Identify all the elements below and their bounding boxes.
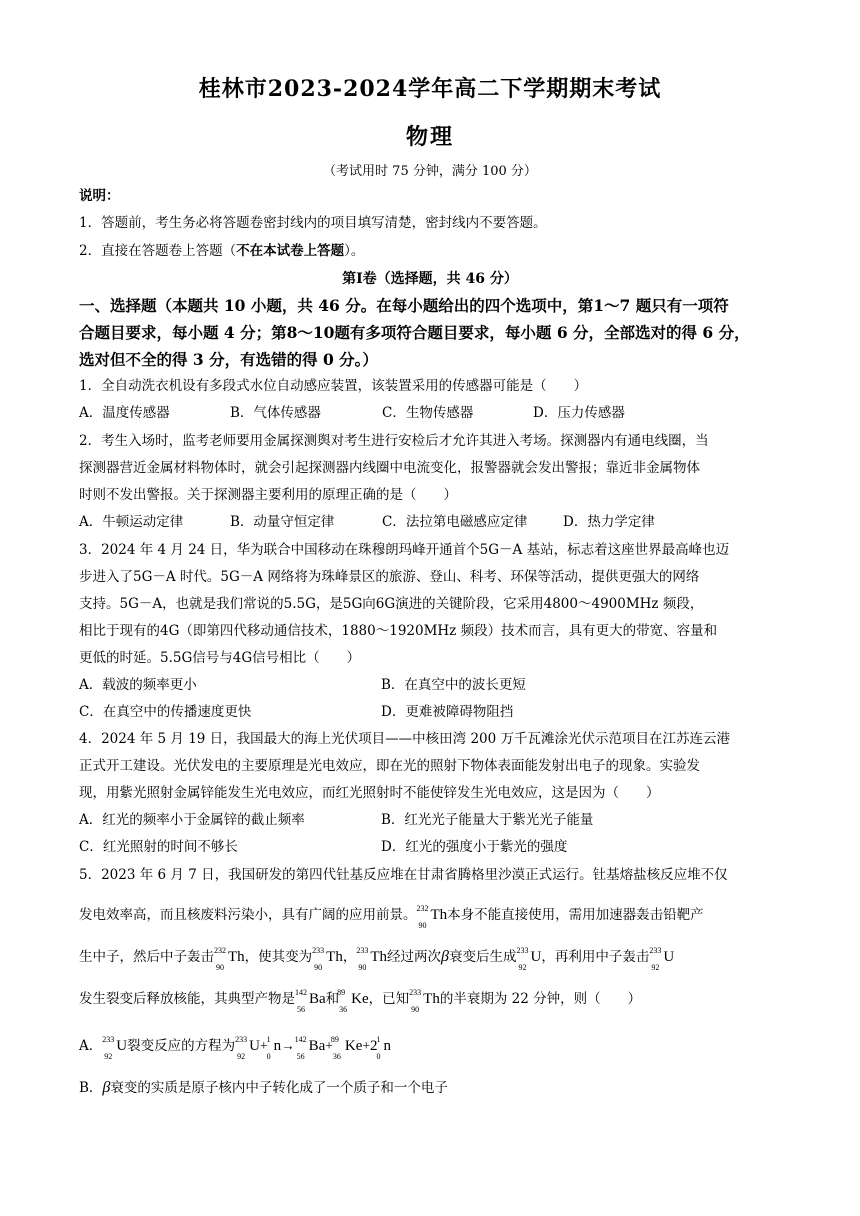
q5-line-3-d: 经过两次: [387, 949, 442, 965]
q5-line-2-post: 本身不能直接使用，需用加速器轰击铅靶产: [447, 907, 704, 923]
eq-arrow: →: [281, 1038, 295, 1053]
q5-line-4-c: 的半衰期为 22 分钟，则（ ）: [439, 991, 642, 1007]
q3-line-4: 相比于现有的4G（即第四代移动通信技术，1880～1920MHz 频段）技术而言，具有更大的带宽、容量和: [79, 623, 718, 639]
q4-option-a: A．红光的频率小于金属锌的截止频率: [79, 812, 305, 828]
q5-line-4-a: 发生裂变后释放核能，其典型产物是: [79, 991, 295, 1007]
q3-option-b: B．在真空中的波长更短: [381, 677, 526, 693]
q5-line-4-and: 和: [325, 991, 340, 1007]
q1-option-b: B．气体传感器: [230, 405, 321, 421]
nuclide-u233: 233 92 U: [516, 946, 542, 972]
q4-option-c: C．红光照射的时间不够长: [79, 839, 238, 855]
q2-line-2: 探测器营近金属材料物体时，就会引起探测器内线圈中电流变化，报警器就会发出警报；靠近非金属物体: [79, 460, 700, 476]
eq-coefficient: 2: [369, 1038, 378, 1054]
exam-title: 桂林市2023-2024学年高二下学期期末考试: [198, 76, 662, 102]
q5-line-3: [79, 946, 787, 972]
q5-line-2: [79, 904, 787, 930]
q1-option-d: D．压力传感器: [533, 405, 625, 421]
q5-line-3-c: ，: [342, 949, 357, 965]
q3-option-d: D．更难被障碍物阻挡: [381, 704, 514, 720]
nuclide-u233: 233 92 U: [649, 946, 675, 972]
q2-line-1: 2．考生入场时，监考老师要用金属探测舆对考生进行安检后才允许其进入考场。探测器内有通电线圈，当: [79, 433, 709, 449]
instruction-item-2-prefix: 2．直接在答题卷上答题（: [79, 243, 237, 259]
q5-line-4-b: ，已知: [368, 991, 410, 1007]
q2-option-a: A．牛顿运动定律: [79, 514, 184, 530]
q3-option-c: C．在真空中的传播速度更快: [79, 704, 252, 720]
q2-option-b: B．动量守恒定律: [230, 514, 335, 530]
nuclide-ba142: 142 56 Ba: [294, 1035, 326, 1061]
nuclide-th233: 233 90 Th: [356, 946, 388, 972]
nuclide-ba142: 142 56 Ba: [295, 988, 326, 1014]
nuclide-n1: 1 0 n: [376, 1035, 391, 1061]
q1-option-c: C．生物传感器: [382, 405, 474, 421]
nuclide-th232: 232 90 Th: [214, 946, 245, 972]
q1-stem: 1．全自动洗衣机设有多段式水位自动感应装置，该装置采用的传感器可能是（ ）: [79, 378, 588, 394]
q5-line-3-f: ，再利用中子轰击: [541, 949, 650, 965]
part-heading-line-3: 选对但不全的得 3 分，有选错的得 0 分。）: [79, 350, 378, 369]
q4-line-2: 正式开工建设。光伏发电的主要原理是光电效应，即在光的照射下物体表面能发射出电子的现象。实验发: [79, 758, 700, 774]
part-heading-line-2: 合题目要求，每小题 4 分；第8～10题有多项符合题目要求，每小题 6 分，全部选对的得 6 分，: [79, 323, 750, 342]
eq-plus-1: +: [259, 1038, 268, 1053]
instruction-item-2-suffix: ）。: [344, 243, 365, 259]
q5-option-b-text: 衰变的实质是原子核内中子转化成了一个质子和一个电子: [110, 1080, 448, 1096]
instruction-item-1: 1．答题前，考生务必将答题卷密封线内的项目填写清楚，密封线内不要答题。: [79, 215, 547, 231]
q4-line-3: 现，用紫光照射金属锌能发生光电效应，而红光照射时不能使锌发生光电效应，这是因为（ ）: [79, 785, 660, 801]
beta-symbol: β: [102, 1079, 111, 1096]
q5-option-a-label: A．: [79, 1038, 103, 1054]
q5-option-b: [79, 1078, 787, 1098]
eq-plus-3: +: [362, 1038, 370, 1053]
part-heading-line-1: 一、选择题（本题共 10 小题，共 46 分。在每小题给出的四个选项中，第1～7 题只有一项符: [79, 296, 729, 315]
nuclide-u233: 233 92 U: [102, 1035, 128, 1061]
instructions-label: 说明：: [79, 188, 120, 204]
q3-option-a: A．载波的频率更小: [79, 677, 197, 693]
q4-option-b: B．红光光子能量大于紫光光子能量: [381, 812, 594, 828]
q3-line-2: 步进入了5G－A 时代。5G－A 网络将为珠峰景区的旅游、登山、科考、环保等活动，提供更强大的网络: [79, 569, 700, 585]
nuclide-u233: 233 92 U: [235, 1035, 260, 1061]
q5-line-3-e: 衰变后生成: [448, 949, 517, 965]
subject-title: 物理: [405, 124, 454, 150]
nuclide-th232: 232 90 Th: [416, 904, 448, 930]
instruction-item-2-bold: 不在本试卷上答题: [236, 243, 345, 259]
q5-line-3-b: ，使其变为: [244, 949, 313, 965]
q5-line-2-pre: 发电效率高，而且核废料污染小，具有广阔的应用前景。: [79, 907, 417, 923]
q1-option-a: A．温度传感器: [79, 405, 170, 421]
q3-line-1: 3．2024 年 4 月 24 日，华为联合中国移动在珠穆朗玛峰开通首个5G－A 基站，标志着这座世界最高峰也迈: [79, 542, 730, 558]
q5-option-b-label: B．: [79, 1080, 103, 1096]
q5-option-a-text: 裂变反应的方程为: [127, 1038, 236, 1054]
nuclide-n1: 1 0 n: [266, 1035, 282, 1061]
nuclide-th233: 233 90 Th: [312, 946, 343, 972]
q3-line-5: 更低的时延。5.5G信号与4G信号相比（ ）: [79, 650, 361, 666]
q4-line-1: 4．2024 年 5 月 19 日，我国最大的海上光伏项目——中核田湾 200 万千瓦滩涂光伏示范项目在江苏连云港: [79, 731, 731, 747]
exam-info: （考试用时 75 分钟，满分 100 分）: [323, 164, 537, 179]
q5-option-a: [79, 1035, 787, 1061]
q2-option-c: C．法拉第电磁感应定律: [382, 514, 528, 530]
q5-line-1: 5．2023 年 6 月 7 日，我国研发的第四代钍基反应堆在甘肃省腾格里沙漠正式运行。钍基熔盐核反应堆不仅: [79, 867, 728, 883]
nuclide-th233: 233 90 Th: [409, 988, 440, 1014]
q5-line-4: [79, 988, 787, 1014]
beta-symbol: β: [441, 948, 449, 965]
q3-line-3: 支持。5G－A，也就是我们常说的5.5G，是5G向6G演进的关键阶段，它采用4800～4900MHz 频段，: [79, 596, 704, 612]
eq-plus-2: +: [325, 1038, 333, 1053]
instruction-item-2: [79, 241, 787, 261]
section-heading: 第Ⅰ卷（选择题，共 46 分）: [342, 271, 518, 287]
q5-line-3-a: 生中子，然后中子轰击: [79, 949, 214, 965]
q2-option-d: D．热力学定律: [563, 514, 655, 530]
nuclide-ke89: 89 36 Ke: [337, 988, 369, 1014]
q2-line-3: 时则不发出警报。关于探测器主要利用的原理正确的是（ ）: [79, 487, 457, 503]
q4-option-d: D．红光的强度小于紫光的强度: [381, 839, 568, 855]
nuclide-ke89: 89 36 Ke: [330, 1035, 363, 1061]
